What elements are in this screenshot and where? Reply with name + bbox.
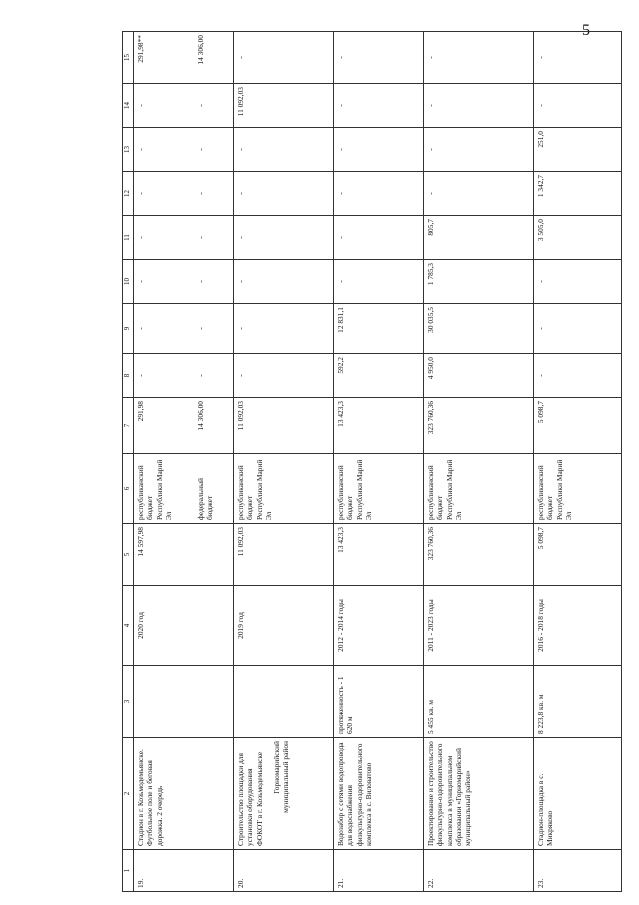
column-header: 2: [123, 738, 134, 850]
object-name: Стадион в г. Козьмодемьянске. Футбольное поле и беговая дорожка. 2 очередь: [134, 738, 194, 850]
funding-source: федеральный бюджет: [194, 454, 234, 524]
funding-source: республиканский бюджет Республики Марий Эл: [424, 454, 534, 524]
year-value: -: [134, 172, 194, 216]
period: 2012 - 2014 годы: [334, 586, 424, 666]
year-value: -: [194, 172, 234, 216]
column-header: 8: [123, 354, 134, 398]
funding-amount: 5 098,7: [534, 398, 622, 454]
column-header: 11: [123, 216, 134, 260]
year-value: -: [134, 84, 194, 128]
total-cost: 323 760,36: [424, 524, 534, 586]
capacity: 5 455 кв. м: [424, 666, 534, 738]
object-name: Проектирование и строительство физкультурно-оздоровительного комплекса в муниципальном образовании «Горномарийский муниципальный район»: [424, 738, 534, 850]
table-row: [534, 32, 622, 892]
table-row: [134, 32, 194, 892]
table-row: [424, 32, 534, 892]
year-value: 14 306,00: [194, 32, 234, 84]
year-value: -: [194, 216, 234, 260]
funding-source: республиканский бюджет Республики Марий Эл: [134, 454, 194, 524]
year-value: -: [534, 354, 622, 398]
row-number: 19.: [134, 850, 194, 892]
object-name: Строительство площадки для установки оборудования ФОКОТ в г. Козьмодемьянске: [236, 751, 264, 846]
year-value: -: [234, 260, 334, 304]
funding-amount: 323 760,36: [424, 398, 534, 454]
year-value: 805,7: [424, 216, 534, 260]
year-value: -: [194, 304, 234, 354]
column-header: 15: [123, 32, 134, 84]
year-value: -: [134, 216, 194, 260]
year-value: -: [424, 32, 534, 84]
year-value: -: [194, 128, 234, 172]
year-value: -: [334, 128, 424, 172]
row-number: 20.: [234, 850, 334, 892]
column-header: 10: [123, 260, 134, 304]
funding-table: [122, 31, 622, 892]
table-row: [234, 32, 334, 892]
period: 2011 - 2023 годы: [424, 586, 534, 666]
capacity: [234, 666, 334, 738]
column-header: 7: [123, 398, 134, 454]
column-header: 12: [123, 172, 134, 216]
year-value: -: [234, 354, 334, 398]
object-district: Горномарийский муниципальный район: [271, 741, 290, 813]
total-cost: 11 092,03: [234, 524, 334, 586]
page-number: 5: [582, 22, 590, 39]
year-value: -: [234, 304, 334, 354]
year-value: 1 342,7: [534, 172, 622, 216]
year-value: 4 950,0: [424, 354, 534, 398]
year-value: 30 035,5: [424, 304, 534, 354]
year-value: 291,98**: [134, 32, 194, 84]
year-value: -: [334, 32, 424, 84]
capacity: [134, 666, 194, 738]
year-value: -: [194, 354, 234, 398]
row-number: 23.: [534, 850, 622, 892]
year-value: -: [424, 84, 534, 128]
period: 2016 - 2018 годы: [534, 586, 622, 666]
column-header: 6: [123, 454, 134, 524]
year-value: -: [134, 304, 194, 354]
funding-source: республиканский бюджет Республики Марий Эл: [234, 454, 334, 524]
object-name: Водозабор с сетями водопровода для водоснабжения физкультурно-оздоровительного комплекса в с. Виловатово: [334, 738, 424, 850]
year-value: -: [134, 260, 194, 304]
column-header: 4: [123, 586, 134, 666]
year-value: -: [334, 260, 424, 304]
year-value: -: [134, 354, 194, 398]
year-value: 251,0: [534, 128, 622, 172]
year-value: -: [234, 32, 334, 84]
year-value: -: [534, 260, 622, 304]
table-row: [194, 32, 234, 892]
year-value: -: [424, 172, 534, 216]
column-header: 9: [123, 304, 134, 354]
column-number-row: [123, 32, 134, 892]
year-value: -: [134, 128, 194, 172]
year-value: -: [424, 128, 534, 172]
year-value: -: [234, 128, 334, 172]
year-value: -: [194, 260, 234, 304]
period: 2019 год: [234, 586, 334, 666]
year-value: 12 831,1: [334, 304, 424, 354]
object-name: Стадион-площадка в с. Микряково: [534, 738, 622, 850]
column-header: 14: [123, 84, 134, 128]
funding-amount: 291,98: [134, 398, 194, 454]
funding-source: республиканский бюджет Республики Марий Эл: [534, 454, 622, 524]
capacity: протяженность - 1 620 м: [334, 666, 424, 738]
row-number: 22.: [424, 850, 534, 892]
column-header: 1: [123, 850, 134, 892]
funding-amount: 14 306,00: [194, 398, 234, 454]
table-row: [334, 32, 424, 892]
year-value: -: [534, 84, 622, 128]
year-value: -: [194, 84, 234, 128]
year-value: -: [234, 216, 334, 260]
year-value: 592,2: [334, 354, 424, 398]
row-number: 21.: [334, 850, 424, 892]
total-cost: 14 597,98: [134, 524, 194, 586]
year-value: -: [334, 172, 424, 216]
funding-amount: 11 092,03: [234, 398, 334, 454]
capacity: 8 223,8 кв. м: [534, 666, 622, 738]
year-value: -: [334, 84, 424, 128]
funding-source: республиканский бюджет Республики Марий Эл: [334, 454, 424, 524]
year-value: 1 785,3: [424, 260, 534, 304]
year-value: -: [234, 172, 334, 216]
column-header: 3: [123, 666, 134, 738]
column-header: 5: [123, 524, 134, 586]
total-cost: 5 098,7: [534, 524, 622, 586]
funding-amount: 13 423,3: [334, 398, 424, 454]
rotated-table-container: [122, 32, 622, 892]
column-header: 13: [123, 128, 134, 172]
period: 2020 год: [134, 586, 194, 666]
year-value: -: [534, 304, 622, 354]
total-cost: 13 423,3: [334, 524, 424, 586]
year-value: 3 505,0: [534, 216, 622, 260]
year-value: -: [334, 216, 424, 260]
year-value: -: [534, 32, 622, 84]
year-value: 11 092,03: [234, 84, 334, 128]
